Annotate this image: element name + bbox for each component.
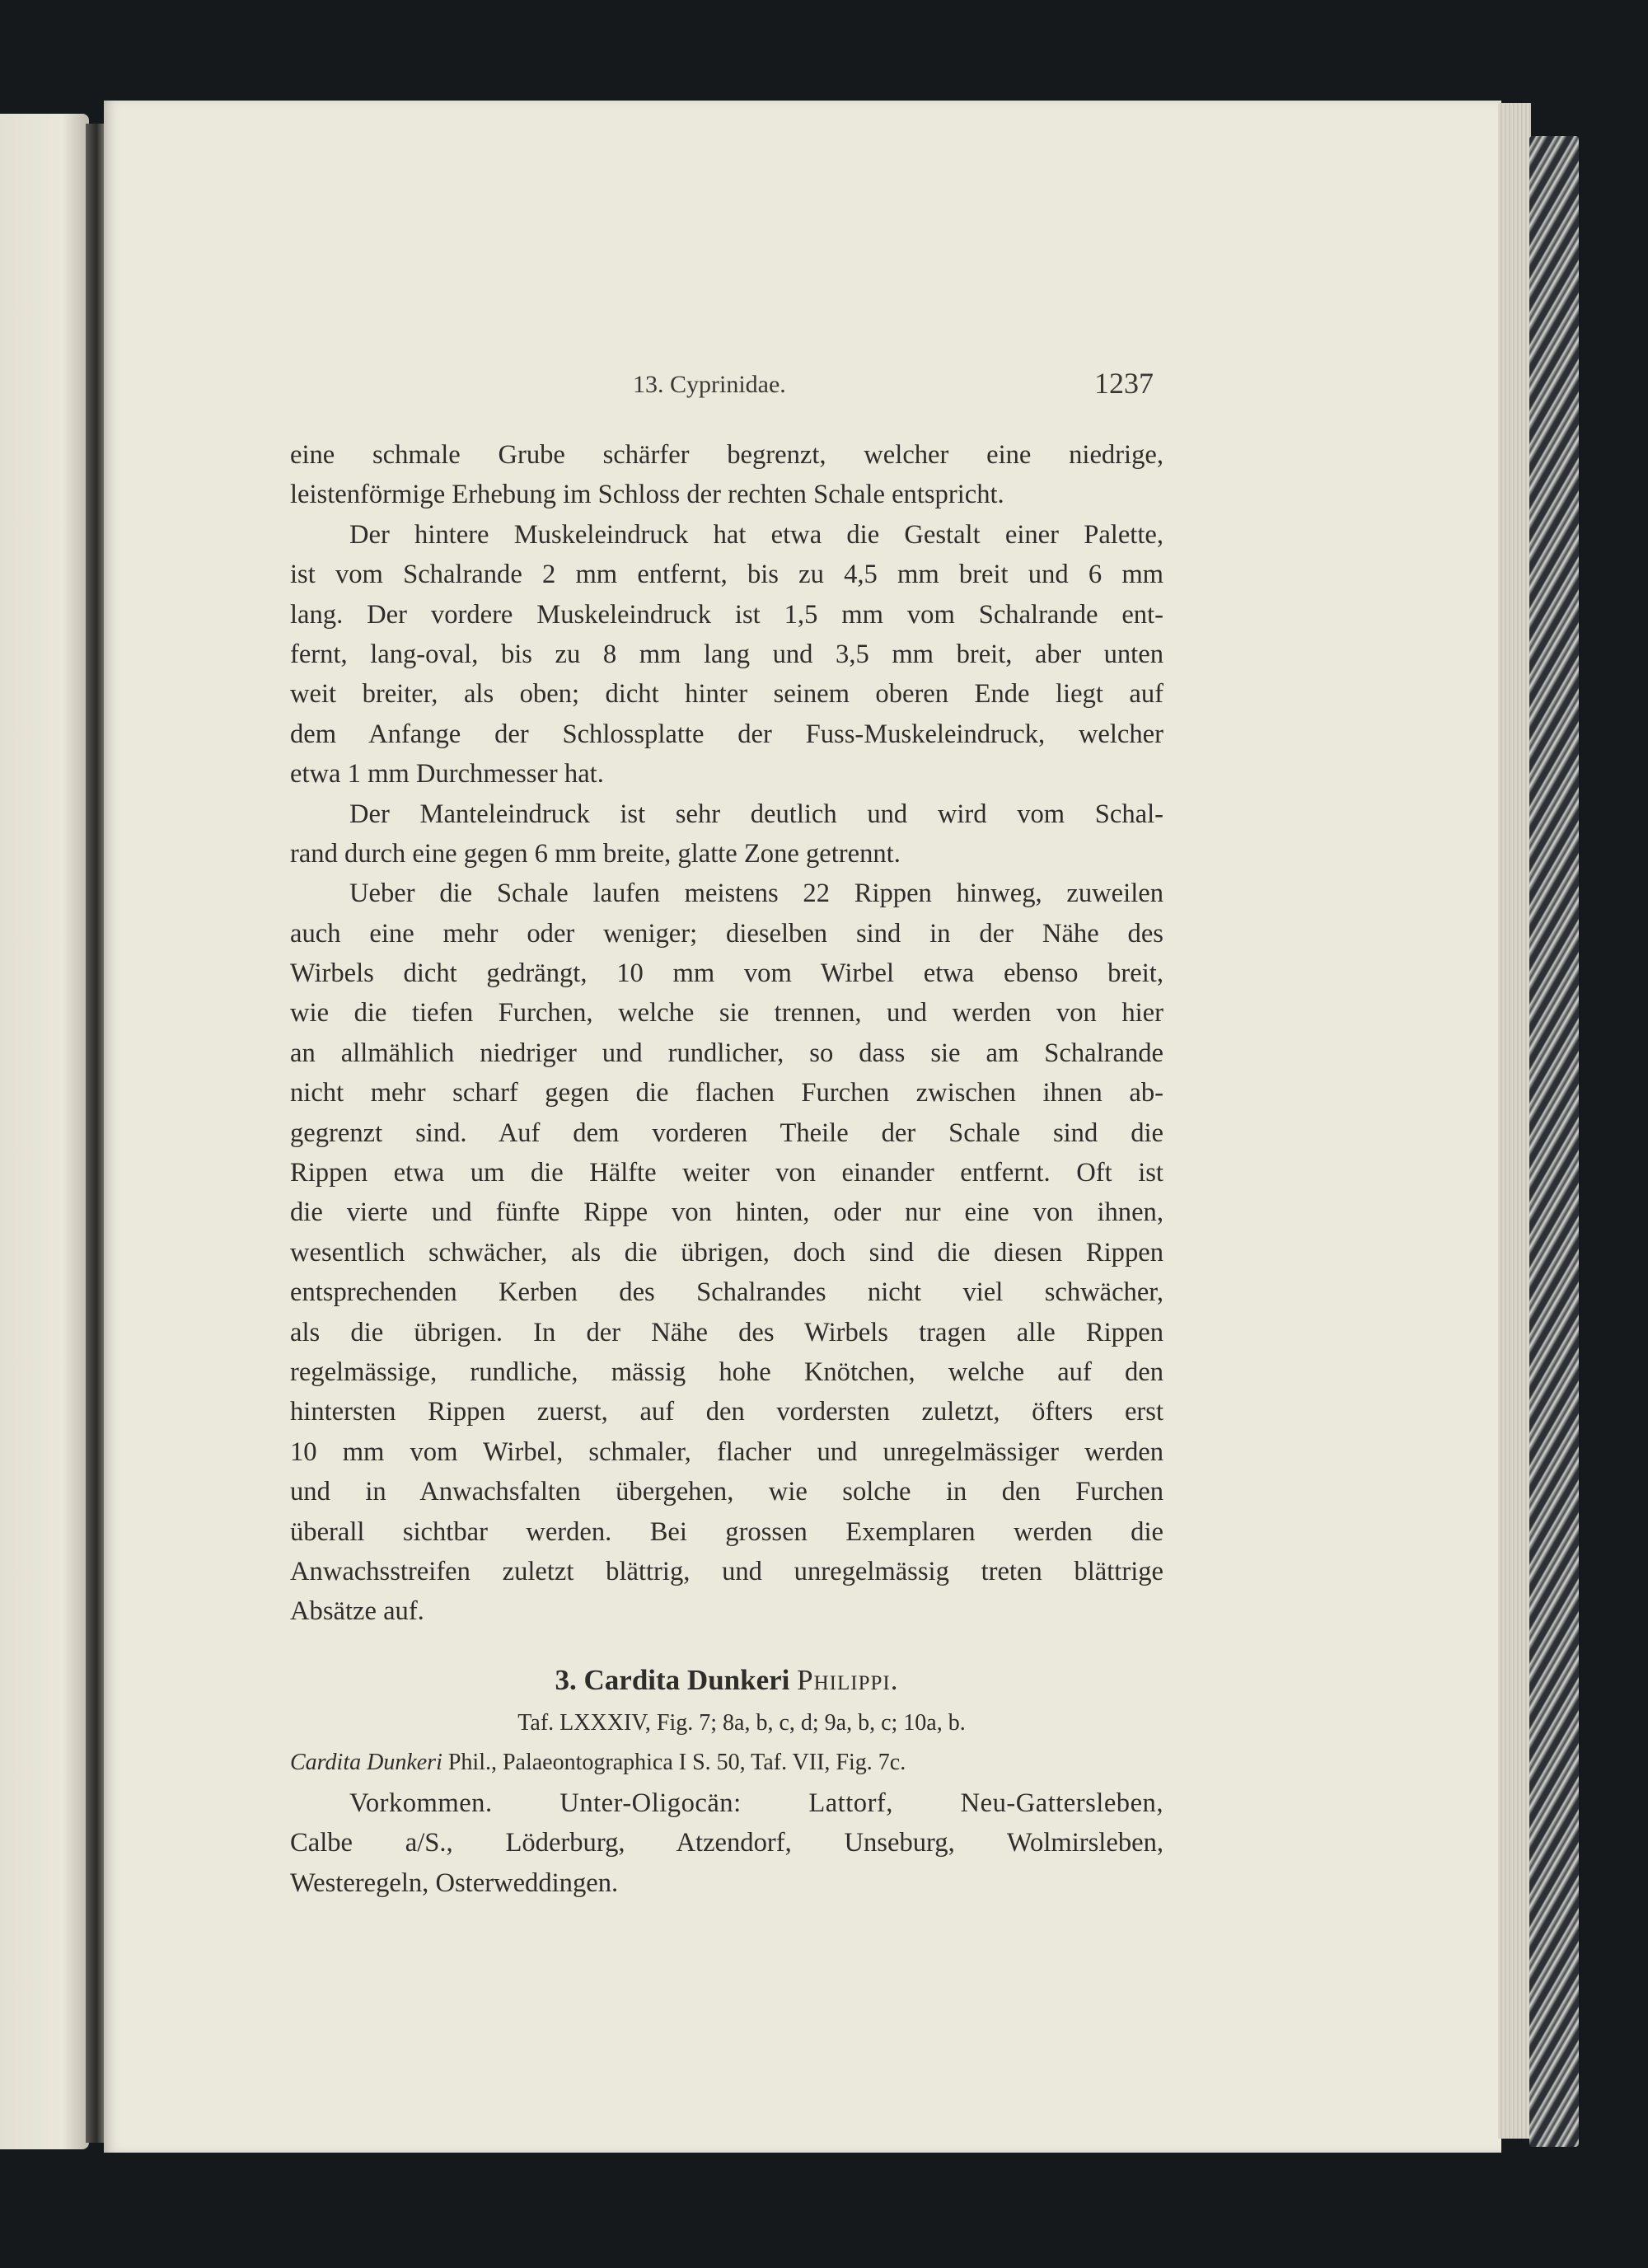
species-name: 3. Cardita Dunkeri (555, 1663, 790, 1696)
text-line: entsprechenden Kerben des Schalrandes nicht viel schwächer, (290, 1277, 1163, 1308)
text-line: Rippen etwa um die Hälfte weiter von einander entfernt. Oft ist (290, 1158, 1163, 1188)
page-body (290, 435, 1163, 1903)
occurrence-line: Westeregeln, Osterweddingen. (290, 1867, 619, 1898)
marbled-cover-edge (1529, 136, 1579, 2147)
page-number: 1237 (1094, 367, 1154, 400)
species-heading (290, 1656, 1163, 1704)
text-line: und in Anwachsfalten übergehen, wie solche in den Furchen (290, 1477, 1163, 1507)
left-page-edge (0, 114, 89, 2149)
synonym-citation: Phil., Palaeontographica I S. 50, Taf. VII, Fig. 7c. (447, 1749, 906, 1775)
paragraph (290, 515, 1163, 794)
paragraph-list (290, 435, 1163, 1632)
text-line: rand durch eine gegen 6 mm breite, glatte Zone getrennt. (290, 838, 901, 869)
paragraph (290, 874, 1163, 1631)
species-author: Philippi. (797, 1663, 899, 1696)
text-line: hintersten Rippen zuerst, auf den vordersten zuletzt, öfters erst (290, 1397, 1163, 1427)
running-head: 13. Cyprinidae. (633, 371, 786, 398)
text-line: ist vom Schalrande 2 mm entfernt, bis zu 4,5 mm breit und 6 mm (290, 560, 1163, 590)
occurrence-line: Calbe a/S., Löderburg, Atzendorf, Unseburg, Wolmirsleben, (290, 1828, 1163, 1858)
paragraph (290, 435, 1163, 515)
occurrence-block (290, 1783, 1163, 1903)
synonym-line (290, 1742, 1163, 1783)
text-line: fernt, lang-oval, bis zu 8 mm lang und 3,5 mm breit, aber unten (290, 639, 1163, 669)
text-line: wesentlich schwächer, als die übrigen, doch sind die diesen Rippen (290, 1237, 1163, 1268)
text-line: Der hintere Muskeleindruck hat etwa die Gestalt einer Palette, (349, 519, 1163, 550)
text-line: die vierte und fünfte Rippe von hinten, oder nur eine von ihnen, (290, 1197, 1163, 1228)
occurrence-line: Vorkommen. Unter-Oligocän: Lattorf, Neu-Gattersleben, (349, 1788, 1163, 1818)
text-line: Absätze auf. (290, 1596, 424, 1627)
text-line: Anwachsstreifen zuletzt blättrig, und unregelmässig treten blättrige (290, 1556, 1163, 1586)
text-line: wie die tiefen Furchen, welche sie trennen, und werden von hier (290, 998, 1163, 1029)
text-line: weit breiter, als oben; dicht hinter seinem oberen Ende liegt auf (290, 679, 1163, 710)
text-line: auch eine mehr oder weniger; dieselben sind in der Nähe des (290, 918, 1163, 949)
text-line: Ueber die Schale laufen meistens 22 Rippen hinweg, zuweilen (349, 879, 1163, 909)
text-line: lang. Der vordere Muskeleindruck ist 1,5 mm vom Schalrande ent- (290, 599, 1163, 630)
text-line: regelmässige, rundliche, mässig hohe Knötchen, welche auf den (290, 1357, 1163, 1387)
text-line: dem Anfange der Schlossplatte der Fuss-Muskeleindruck, welcher (290, 719, 1163, 749)
text-line: an allmählich niedriger und rundlicher, so dass sie am Schalrande (290, 1038, 1163, 1068)
text-line: 10 mm vom Wirbel, schmaler, flacher und unregelmässiger werden (290, 1436, 1163, 1467)
synonym-name: Cardita Dunkeri (290, 1749, 442, 1775)
text-line: Der Manteleindruck ist sehr deutlich und wird vom Schal- (349, 799, 1163, 829)
text-line: leistenförmige Erhebung im Schloss der rechten Schale entspricht. (290, 480, 1004, 510)
plate-reference: Taf. LXXXIV, Fig. 7; 8a, b, c, d; 9a, b, c; 10a, b. (517, 1709, 966, 1736)
paragraph (290, 794, 1163, 874)
page-block-edges (1498, 103, 1531, 2139)
text-line: gegrenzt sind. Auf dem vorderen Theile der Schale sind die (290, 1118, 1163, 1148)
text-line: etwa 1 mm Durchmesser hat. (290, 759, 604, 790)
text-line: eine schmale Grube schärfer begrenzt, welcher eine niedrige, (290, 440, 1163, 470)
text-line: Wirbels dicht gedrängt, 10 mm vom Wirbel etwa ebenso breit, (290, 958, 1163, 989)
text-line: nicht mehr scharf gegen die flachen Furchen zwischen ihnen ab- (290, 1078, 1163, 1108)
page-header (290, 367, 1163, 412)
text-line: als die übrigen. In der Nähe des Wirbels tragen alle Rippen (290, 1317, 1163, 1347)
text-line: überall sichtbar werden. Bei grossen Exemplaren werden die (290, 1516, 1163, 1547)
